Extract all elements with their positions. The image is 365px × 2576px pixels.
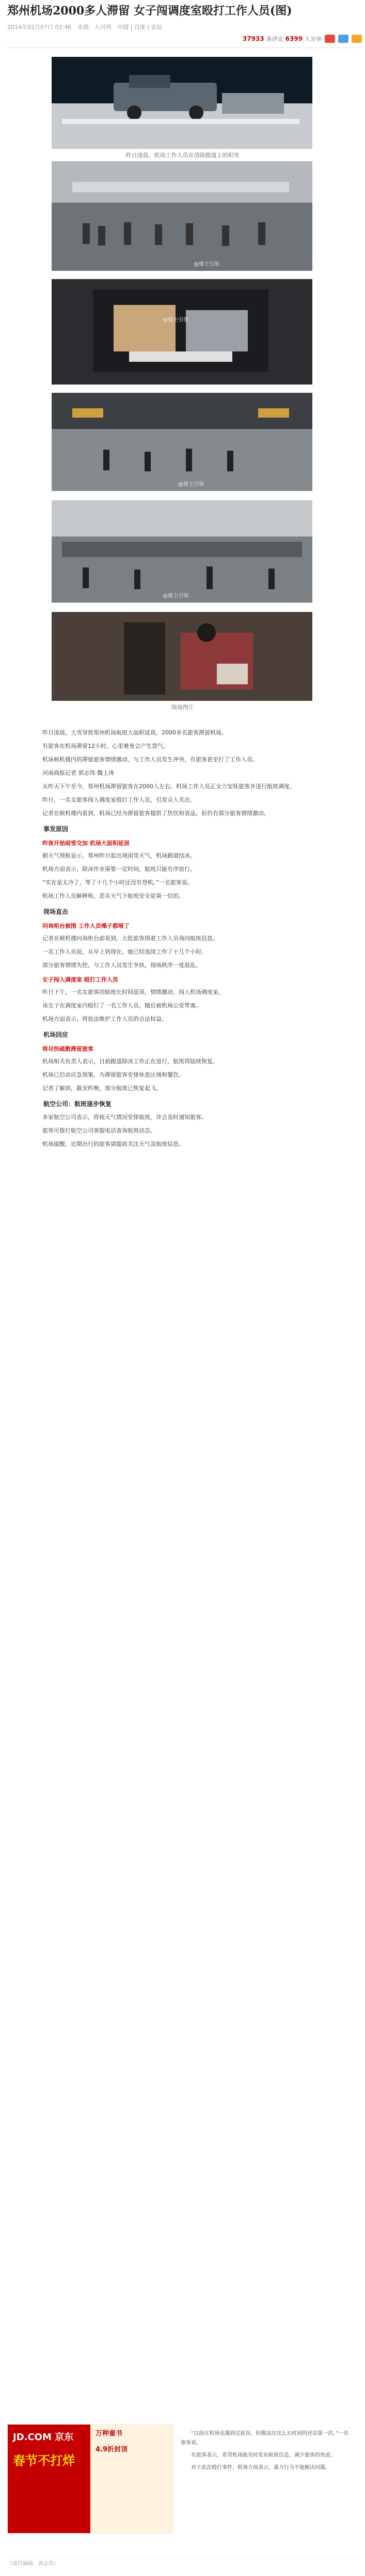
- more-share-icon[interactable]: [352, 35, 362, 43]
- paragraph: 机场候机楼内的滞留旅客情绪激动，与工作人员发生冲突，有旅客甚至打了工作人员。: [42, 756, 258, 763]
- seated-passengers-image: [52, 612, 312, 701]
- sub-heading: 昨夜开始雨雪交加 机场大面积延误: [42, 840, 130, 847]
- photo-seated-passengers: [52, 612, 312, 701]
- paragraph: 旅客可拨打航空公司客服电话查询航班动态。: [42, 1127, 156, 1134]
- paragraph: 机场提醒，近期出行的旅客请提前关注天气及航班信息。: [42, 1141, 184, 1147]
- sub-heading: 问询柜台被围 工作人员嗓子都哑了: [42, 923, 130, 929]
- damaged-board-image: [52, 279, 312, 385]
- paragraph: 机场已启动应急预案，为滞留旅客安排休息区域和餐饮。: [42, 1071, 184, 1078]
- paragraph: 记者在候机楼内看到，机场已经为滞留旅客提供了热饮和食品，但仍有部分旅客情绪激动。: [42, 810, 269, 817]
- ad-line-discount: 4.9折封顶: [96, 2446, 128, 2454]
- paragraph: 一名工作人员说，从早上到现在，她已经连续工作了十几个小时。: [42, 948, 207, 955]
- editor-credit: （责任编辑：郭志伟）: [7, 2558, 358, 2569]
- photo-checkin-counters: [52, 500, 312, 603]
- ad-headline: 春节不打烊: [13, 2454, 75, 2468]
- jd-advertisement[interactable]: [7, 2424, 173, 2534]
- paragraph: 多家航空公司表示，将视天气情况安排航班，并会及时通知旅客。: [42, 1114, 207, 1121]
- snow-runway-image: [52, 57, 312, 149]
- paragraph: 从昨天下午至今，郑州机场滞留旅客在2000人左右。机场工作人员正全力安抚旅客并进行航班调度。: [42, 783, 295, 790]
- article-meta: [7, 22, 358, 33]
- paragraph: 昨日下午，一名女旅客因航班长时间延误，情绪激动，闯入机场调度室。: [42, 989, 224, 995]
- article-body: [31, 728, 336, 1153]
- watermark-5: @楼主引领: [163, 593, 188, 599]
- photo-departure-hall: [52, 393, 312, 491]
- share-toolbar: [241, 32, 362, 45]
- watermark-2: @楼主引领: [194, 262, 219, 267]
- figure-caption-1: 昨日凌晨，机场工作人员在清除跑道上的积雪: [125, 152, 240, 159]
- paragraph: 机场相关负责人表示，目前跑道除冰工作正在进行，航班将陆续恢复。: [42, 1058, 218, 1065]
- paragraph: 对于此次殴打事件，机场方面表示，暴力行为不能解决问题。: [191, 2465, 330, 2471]
- figure-caption-7: 现场图片: [171, 704, 194, 711]
- paragraph: 据天气预报显示，郑州昨日起出现雨雪天气，机场跑道结冰。: [42, 852, 196, 859]
- qq-share-icon[interactable]: [338, 35, 348, 43]
- paragraph: 部分旅客情绪失控，与工作人员发生争执，现场秩序一度混乱。: [42, 962, 201, 969]
- comment-label: 条评论: [266, 36, 283, 42]
- section-heading: 事发原因: [43, 825, 69, 833]
- share-count[interactable]: 6399: [285, 35, 303, 42]
- jd-logo: JD.COM 京东: [13, 2432, 74, 2443]
- paragraph: “实在是太冷了，等了十几个小时还没有登机。”一名旅客说。: [42, 879, 193, 886]
- paragraph: 记者在候机楼问询柜台前看到，大批旅客围着工作人员询问航班信息。: [42, 935, 218, 942]
- weibo-share-icon[interactable]: [325, 35, 335, 43]
- publish-date: 2014年02月07日 02:46: [7, 24, 72, 30]
- source-links[interactable]: 中国 | 百度 | 论坛: [117, 24, 163, 30]
- photo-terminal-crowd: [52, 161, 312, 271]
- paragraph: 该女子在调度室内殴打了一名工作人员，随后被机场公安带离。: [42, 1002, 201, 1009]
- departure-hall-image: [52, 393, 312, 491]
- sub-heading: 女子闯入调度室 殴打工作人员: [42, 976, 118, 983]
- paragraph: “以前在机场也遇到过延误，但像这次这么长时间的还是第一次。”一名旅客说。: [181, 2431, 349, 2446]
- section-heading: 机场回应: [43, 1031, 69, 1038]
- paragraph: 机场工作人员解释称，恶劣天气下航班安全是第一位的。: [42, 893, 184, 899]
- photo-snow-runway: [52, 57, 312, 149]
- photo-damaged-board: [52, 279, 312, 385]
- ad-left-panel: [8, 2425, 90, 2533]
- watermark-3: @楼主引领: [163, 317, 188, 323]
- checkin-counters-image: [52, 500, 312, 603]
- paragraph: 记者了解到，截至昨晚，部分航班已恢复起飞。: [42, 1085, 162, 1092]
- paragraph: 昨日凌晨，大雪导致郑州机场航班大面积延误，2000多名旅客滞留机场。: [42, 729, 227, 736]
- paragraph: 昨日，一名女旅客闯入调度室殴打工作人员，引发众人关注。: [42, 796, 196, 803]
- ad-line-books: 万种童书: [96, 2430, 123, 2437]
- paragraph: 机场方面表示，将依法维护工作人员的合法权益。: [42, 1016, 167, 1022]
- section-heading: 航空公司：航班逐步恢复: [43, 1100, 112, 1108]
- paragraph: 有旅客在机场滞留12小时，心里难免会产生怨气。: [42, 743, 169, 749]
- ad-right-panel: [90, 2425, 173, 2533]
- terminal-crowd-image: [52, 161, 312, 271]
- share-label: 人分享: [305, 36, 322, 42]
- article-title: 郑州机场2000多人滞留 女子闯调度室殴打工作人员(图): [7, 4, 292, 18]
- watermark-4: @楼主引领: [178, 482, 204, 487]
- sub-heading: 将尽快疏散滞留旅客: [42, 1046, 93, 1052]
- source-label: 来源：大河网: [77, 24, 112, 30]
- paragraph: 有旅客表示，希望机场能及时发布航班信息，减少旅客的焦虑。: [191, 2452, 336, 2458]
- paragraph: 机场方面表示，除冰作业需要一定时间，航班只能有序放行。: [42, 866, 196, 872]
- paragraph: 河南商报记者 郭志伟 魏士涛: [42, 770, 114, 776]
- side-text-block: [181, 2429, 351, 2476]
- comment-count[interactable]: 37933: [242, 35, 264, 42]
- section-heading: 现场直击: [43, 908, 69, 915]
